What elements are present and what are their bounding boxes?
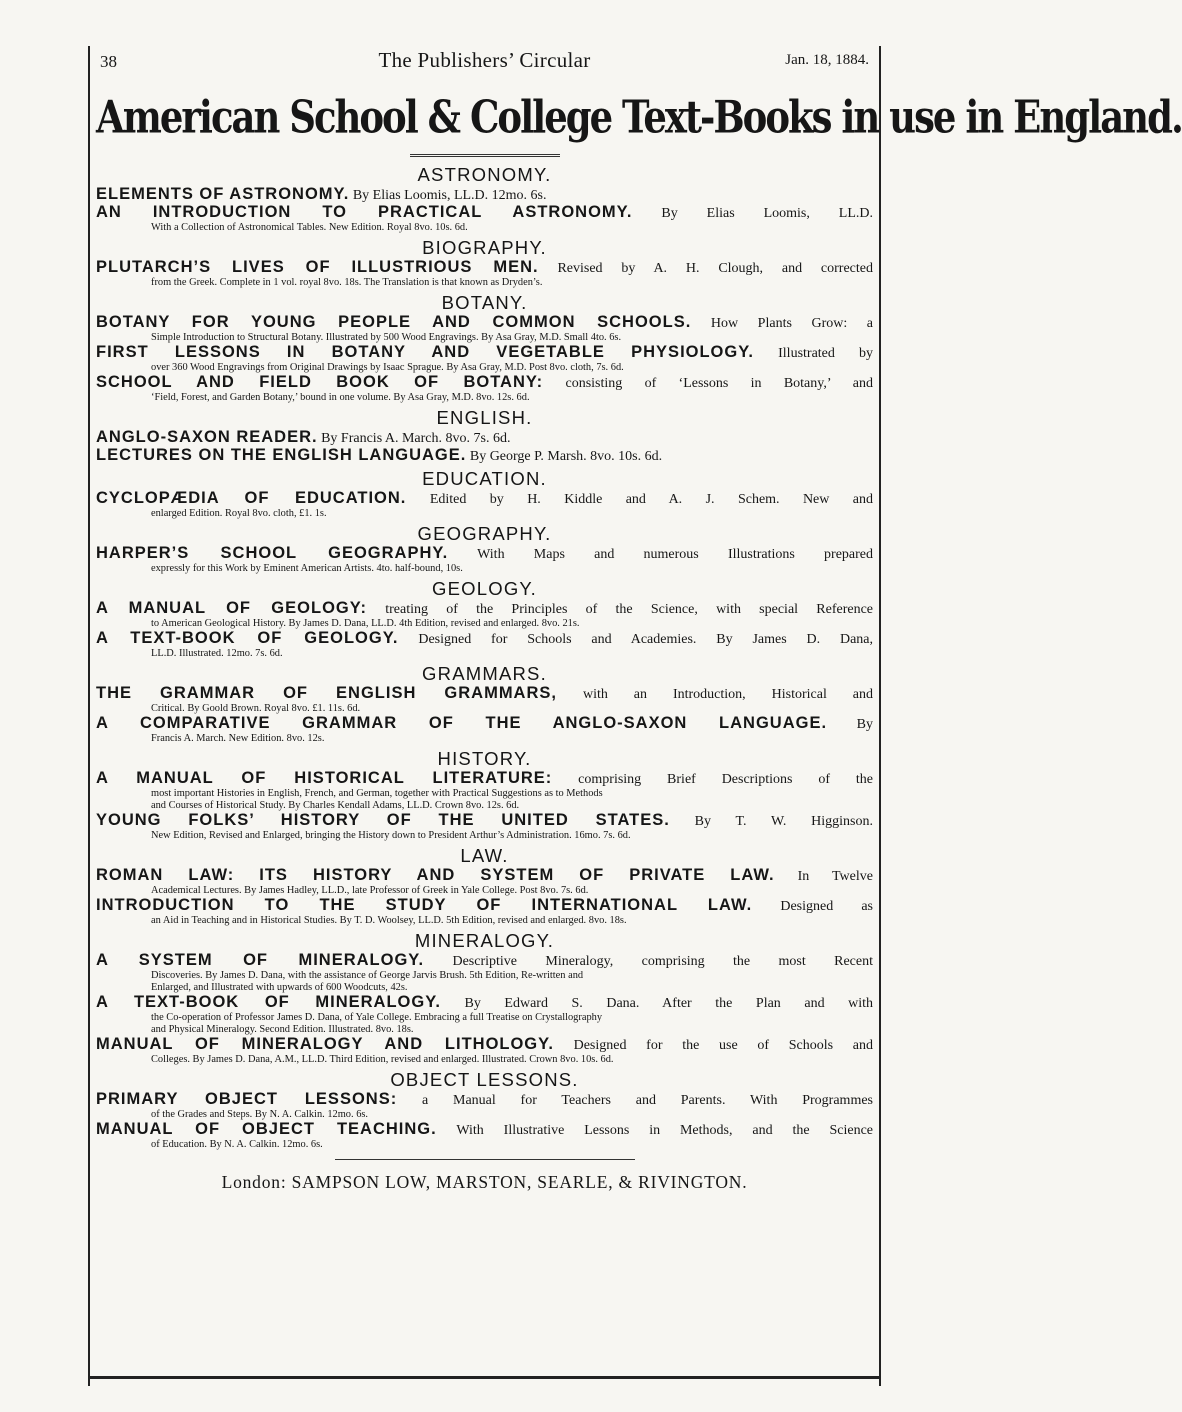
book-entry [96,952,873,994]
book-entry [96,259,873,289]
section-heading: BOTANY. [441,292,528,313]
entry-detail-line: of the Grades and Steps. By N. A. Calkin. 12mo. 6s. [151,1109,369,1120]
book-entry [96,1091,873,1121]
book-title: A SYSTEM OF MINERALOGY. [96,951,425,969]
entry-detail-line: Academical Lectures. By James Hadley, LL.D., late Professor of Greek in Yale College. Post 8vo. 7s. 6d. [151,885,589,896]
book-title: A MANUAL OF HISTORICAL LITERATURE: [96,769,553,787]
book-author-price: Edited by H. Kiddle and A. J. Schem. New and [429,492,874,507]
book-entry [96,1121,873,1151]
catalogue-sections [96,163,873,1151]
book-author-price: treating of the Principles of the Science, with special Reference [385,602,873,617]
book-title: ROMAN LAW: ITS HISTORY AND SYSTEM OF PRIVATE LAW. [96,866,775,884]
entry-detail-line: Discoveries. By James D. Dana, with the assistance of George Jarvis Brush. 5th Edition, Re-written and [151,970,584,981]
book-entry [96,490,873,520]
book-title: A MANUAL OF GEOLOGY: [96,599,368,617]
book-author-price: In Twelve [797,869,873,884]
book-title: PLUTARCH’S LIVES OF ILLUSTRIOUS MEN. [96,258,539,276]
entry-headline [96,867,873,885]
publisher-imprint: London: SAMPSON LOW, MARSTON, SEARLE, & RIVINGTON. [221,1172,748,1192]
book-author-price: By Francis A. March. 8vo. 7s. 6d. [321,431,511,446]
entry-headline [96,447,873,465]
section-heading: HISTORY. [437,748,532,769]
book-entry [96,545,873,575]
book-title: CYCLOPÆDIA OF EDUCATION. [96,489,407,507]
section-heading: EDUCATION. [422,468,547,489]
book-title: MANUAL OF OBJECT TEACHING. [96,1120,437,1138]
running-head [96,46,873,76]
entry-detail-line: over 360 Wood Engravings from Original Drawings by Isaac Sprague. By Asa Gray, M.D. Post 8vo. cloth, 7s. 6d. [151,362,624,373]
book-entry [96,897,873,927]
book-author-price: with an Introduction, Historical and [582,687,874,702]
entry-headline [96,259,873,277]
entry-headline [96,600,873,618]
entry-headline [96,952,873,970]
section-heading: GRAMMARS. [422,663,547,684]
book-author-price: consisting of ‘Lessons in Botany,’ and [565,376,873,391]
entry-headline [96,897,873,915]
book-entry [96,314,873,344]
entry-headline [96,186,873,204]
entry-detail-line: Critical. By Goold Brown. Royal 8vo. £1. 11s. 6d. [151,703,361,714]
entry-headline [96,994,873,1012]
book-title: FIRST LESSONS IN BOTANY AND VEGETABLE PHYSIOLOGY. [96,343,754,361]
book-author-price: Revised by A. H. Clough, and corrected [557,261,874,276]
entry-headline [96,770,873,788]
book-title: ELEMENTS OF ASTRONOMY. [96,185,350,203]
entry-detail-line: With a Collection of Astronomical Tables. New Edition. Royal 8vo. 10s. 6d. [151,222,468,233]
book-author-price: With Illustrative Lessons in Methods, and the Science [456,1123,873,1138]
entry-detail-line: Enlarged, and Illustrated with upwards of 600 Woodcuts, 42s. [151,982,408,993]
entry-detail-line: New Edition, Revised and Enlarged, bringing the History down to President Arthur’s Administration. 16mo. 7s. 6d. [151,830,631,841]
section-heading: GEOLOGY. [432,578,537,599]
book-title: AN INTRODUCTION TO PRACTICAL ASTRONOMY. [96,203,633,221]
entry-detail-line: to American Geological History. By James D. Dana, LL.D. 4th Edition, revised and enlarged. 8vo. 21s. [151,618,580,629]
book-title: THE GRAMMAR OF ENGLISH GRAMMARS, [96,684,557,702]
entry-headline [96,344,873,362]
book-author-price: How Plants Grow: a [710,316,874,331]
book-author-price: By T. W. Higginson. [694,814,873,829]
entry-headline [96,1091,873,1109]
entry-headline [96,1121,873,1139]
book-title: A COMPARATIVE GRAMMAR OF THE ANGLO-SAXON LANGUAGE. [96,714,828,732]
book-author-price: By Elias Loomis, LL.D. 12mo. 6s. [352,188,547,203]
book-title: PRIMARY OBJECT LESSONS: [96,1090,398,1108]
book-author-price: By George P. Marsh. 8vo. 10s. 6d. [469,449,663,464]
section-heading: BIOGRAPHY. [422,237,547,258]
entry-headline [96,374,873,392]
book-title: SCHOOL AND FIELD BOOK OF BOTANY: [96,373,544,391]
book-author-price: Designed for Schools and Academies. By James D. Dana, [418,632,874,647]
book-entry [96,447,873,465]
book-author-price: comprising Brief Descriptions of the [578,772,873,787]
entry-detail-line: and Physical Mineralogy. Second Edition. Illustrated. 8vo. 18s. [151,1024,414,1035]
entry-detail-line: the Co-operation of Professor James D. Dana, of Yale College. Embracing a full Treatise on Crystallography [151,1012,603,1023]
book-title: BOTANY FOR YOUNG PEOPLE AND COMMON SCHOOLS. [96,313,692,331]
journal-title: The Publishers’ Circular [378,48,591,72]
section-heading: ASTRONOMY. [417,164,552,185]
entry-detail-line: Colleges. By James D. Dana, A.M., LL.D. Third Edition, revised and enlarged. Illustrated. Crown 8vo. 10s. 6d. [151,1054,614,1065]
book-entry [96,812,873,842]
entry-headline [96,630,873,648]
entry-detail-line: enlarged Edition. Royal 8vo. cloth, £1. 1s. [151,508,327,519]
entry-detail-line: Simple Introduction to Structural Botany. Illustrated by 500 Wood Engravings. By Asa Gray, M.D. Small 4to. 6s. [151,332,622,343]
entry-detail-line: Francis A. March. New Edition. 8vo. 12s. [151,733,325,744]
entry-detail-line: from the Greek. Complete in 1 vol. royal 8vo. 18s. The Translation is that known as Dryden’s. [151,277,543,288]
banner-headline: American School & College Text-Books in use in England. [96,90,1182,144]
issue-date: Jan. 18, 1884. [785,52,869,68]
book-title: MANUAL OF MINERALOGY AND LITHOLOGY. [96,1035,554,1053]
section-heading: ENGLISH. [436,407,533,428]
book-entry [96,994,873,1036]
book-author-price: Descriptive Mineralogy, comprising the most Recent [452,954,874,969]
entry-detail-line: and Courses of Historical Study. By Charles Kendall Adams, LL.D. Crown 8vo. 12s. 6d. [151,800,520,811]
book-author-price: Illustrated by [778,346,874,361]
book-entry [96,344,873,374]
section-heading: MINERALOGY. [414,930,555,951]
book-entry [96,600,873,630]
bottom-rule [88,1376,881,1379]
entry-detail-line: expressly for this Work by Eminent American Artists. 4to. half-bound, 10s. [151,563,463,574]
book-title: ANGLO-SAXON READER. [96,428,318,446]
book-entry [96,1036,873,1066]
book-entry [96,186,873,204]
book-entry [96,204,873,234]
book-author-price: By [856,717,873,732]
entry-detail-line: an Aid in Teaching and in Historical Studies. By T. D. Woolsey, LL.D. 5th Edition, revised and enlarged. 8vo. 18s. [151,915,627,926]
book-title: LECTURES ON THE ENGLISH LANGUAGE. [96,446,467,464]
page-number: 38 [100,52,117,71]
advertisement-page [88,46,1182,1386]
book-entry [96,374,873,404]
section-heading: OBJECT LESSONS. [390,1069,579,1090]
book-entry [96,715,873,745]
book-entry [96,630,873,660]
entry-headline [96,1036,873,1054]
entry-headline [96,314,873,332]
book-author-price: By Elias Loomis, LL.D. [661,206,873,221]
entry-detail-line: LL.D. Illustrated. 12mo. 7s. 6d. [151,648,283,659]
book-entry [96,770,873,812]
footer-rule [335,1159,635,1160]
book-author-price: Designed for the use of Schools and [573,1038,873,1053]
book-author-price: Designed as [780,899,873,914]
book-author-price: With Maps and numerous Illustrations prepared [477,547,874,562]
book-author-price: a Manual for Teachers and Parents. With Programmes [422,1093,873,1108]
entry-headline [96,715,873,733]
book-entry [96,867,873,897]
section-heading: GEOGRAPHY. [417,523,552,544]
section-heading: LAW. [460,845,509,866]
entry-headline [96,545,873,563]
book-title: YOUNG FOLKS’ HISTORY OF THE UNITED STATES. [96,811,670,829]
book-title: HARPER’S SCHOOL GEOGRAPHY. [96,544,449,562]
entry-headline [96,685,873,703]
book-title: A TEXT-BOOK OF GEOLOGY. [96,629,399,647]
entry-headline [96,812,873,830]
book-title: INTRODUCTION TO THE STUDY OF INTERNATIONAL LAW. [96,896,753,914]
book-title: A TEXT-BOOK OF MINERALOGY. [96,993,441,1011]
book-author-price: By Edward S. Dana. After the Plan and with [464,996,874,1011]
decorative-rule [410,154,560,157]
entry-headline [96,429,873,447]
book-entry [96,429,873,447]
entry-headline [96,490,873,508]
entry-detail-line: most important Histories in English, French, and German, together with Practical Suggestions as to Methods [151,788,603,799]
entry-headline [96,204,873,222]
entry-detail-line: of Education. By N. A. Calkin. 12mo. 6s. [151,1139,323,1150]
book-entry [96,685,873,715]
entry-detail-line: ‘Field, Forest, and Garden Botany,’ bound in one volume. By Asa Gray, M.D. 8vo. 12s. 6d. [151,392,530,403]
